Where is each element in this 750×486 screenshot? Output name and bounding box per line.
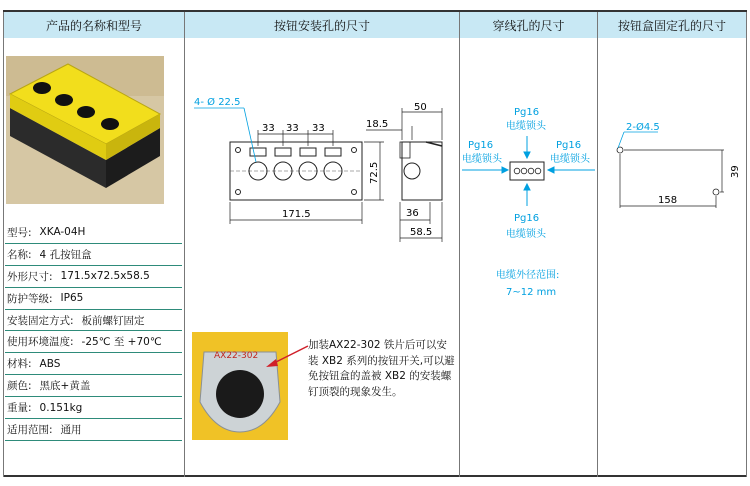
fix-height-dim: 39 [730,165,741,178]
spec-row-protection [5,288,182,310]
pointer-arrow-icon [262,342,312,372]
spec-label: 防护等级: [7,292,53,305]
pg-top-sub: 电缆锁头 [506,121,546,132]
spec-label: 安装固定方式: [7,314,74,327]
pitch-label: 33 [262,123,275,134]
product-photo [6,56,164,204]
spec-value: 通用 [60,423,82,436]
col-divider [597,12,598,477]
accessory-label: AX22-302 [214,351,259,361]
spec-label: 颜色: [7,380,32,393]
spec-value: ABS [39,357,61,370]
fix-hole-drawing [598,112,746,212]
cable-hole-drawing [460,96,597,304]
pg-right-sub: 电缆锁头 [550,154,590,165]
spec-value: XKA-04H [39,226,86,239]
spec-value: 4 孔按钮盒 [39,248,92,261]
spec-label: 使用环境温度: [7,336,74,349]
col-divider [746,12,747,477]
side-depth-dim: 58.5 [410,227,433,238]
pg-left-label: Pg16 [468,140,494,151]
pg-right-label: Pg16 [556,140,582,151]
spec-label: 材料: [7,358,32,371]
spec-row-material [5,353,182,375]
spec-row-dimensions [5,266,182,288]
spec-value: IP65 [60,292,84,305]
pitch-label: 33 [312,123,325,134]
side-inner-dim: 36 [406,208,419,219]
bottom-rule [3,475,747,477]
side-top-dim: 50 [414,102,427,113]
spec-list [5,222,182,441]
pg-left-sub: 电缆锁头 [462,154,502,165]
cable-range-value: 7~12 mm [506,287,557,298]
spec-row-application [5,419,182,441]
col-divider [3,12,4,477]
spec-row-temperature [5,331,182,353]
fix-width-dim: 158 [658,195,678,206]
spec-label: 外形尺寸: [7,270,53,283]
spec-label: 适用范围: [7,423,53,436]
spec-value: 0.151kg [39,401,83,414]
spec-row-mounting [5,310,182,332]
spec-label: 重量: [7,402,32,415]
pg-top-label: Pg16 [514,107,540,118]
pitch-label: 33 [286,123,299,134]
pg-bottom-sub: 电缆锁头 [506,229,546,240]
pg-bottom-label: Pg16 [514,213,540,224]
col-divider [184,12,185,477]
header-fix-hole: 按钮盒固定孔的尺寸 [598,12,746,38]
height-dim: 72.5 [369,161,380,184]
spec-value: 板前螺钉固定 [81,314,145,327]
side-offset-dim: 18.5 [366,119,389,130]
spec-row-color [5,375,182,397]
spec-value: -25℃ 至 +70℃ [81,336,162,349]
accessory-note: 加装AX22-302 铁片后可以安装 XB2 系列的按钮开关,可以避免按钮盒的盖被 XB2 的安装螺钉顶裂的现象发生。 [308,339,455,398]
mount-hole-drawing [186,90,458,250]
spec-label: 名称: [7,248,32,261]
spec-label: 型号: [7,226,32,239]
cable-range-label: 电缆外径范围: [496,270,560,281]
fix-hole-label: 2-Ø4.5 [626,122,660,133]
width-dim: 171.5 [282,209,311,220]
spec-row-name [5,244,182,266]
spec-value: 黑底+黄盖 [39,380,91,393]
header-mount-hole: 按钮安装孔的尺寸 [185,12,459,38]
spec-value: 171.5x72.5x58.5 [60,270,150,283]
spec-row-model [5,222,182,244]
header-cable-hole: 穿线孔的尺寸 [460,12,597,38]
spec-row-weight [5,397,182,419]
hole-count-label: 4- Ø 22.5 [194,97,241,108]
header-product: 产品的名称和型号 [4,12,184,38]
